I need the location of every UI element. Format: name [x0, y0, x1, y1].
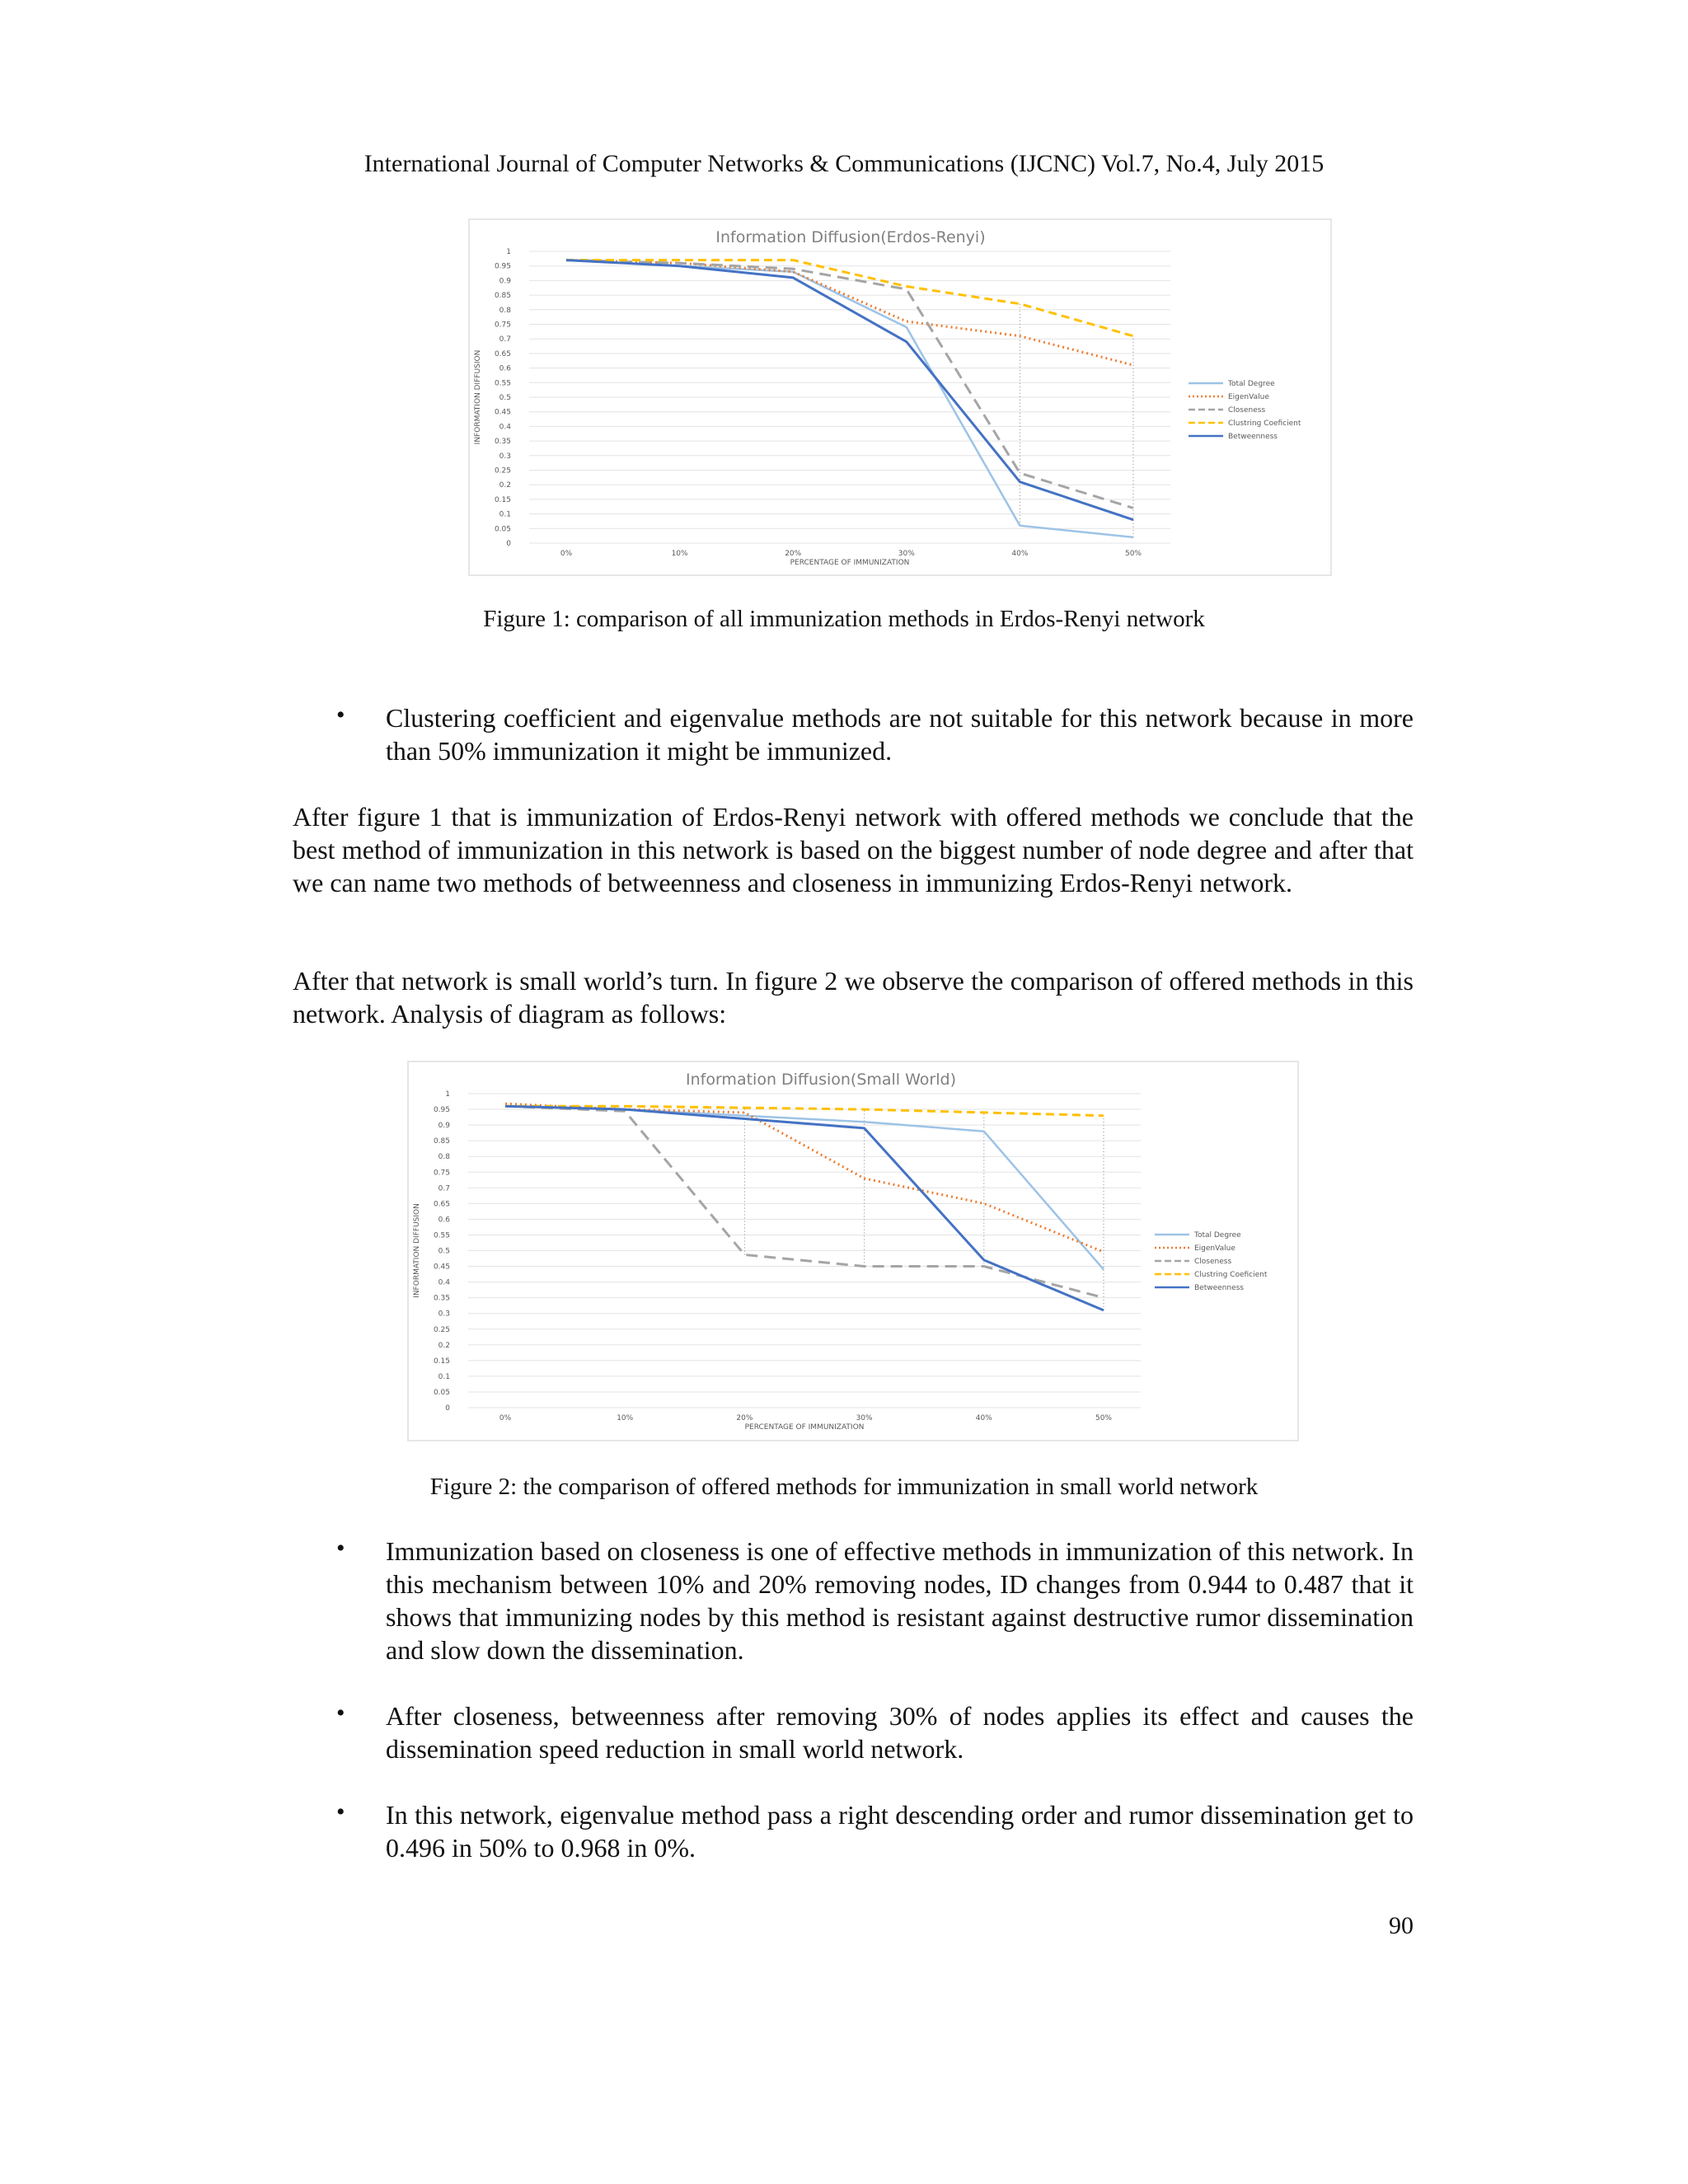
y-tick-label: 0.85	[433, 1137, 450, 1146]
x-tick-label: 30%	[898, 550, 915, 558]
y-tick-label: 0.6	[499, 364, 511, 373]
series-line-eigenvalue	[566, 260, 1133, 366]
y-tick-label: 0.55	[494, 379, 511, 388]
y-tick-label: 0.8	[438, 1153, 450, 1162]
legend-entry: Betweenness	[1228, 433, 1278, 441]
y-tick-label: 0.4	[499, 423, 511, 432]
page-number: 90	[1389, 1912, 1414, 1939]
y-tick-label: 0.75	[494, 321, 511, 330]
legend-entry: Clustring Coeficient	[1194, 1271, 1268, 1279]
y-tick-label: 0.7	[499, 335, 511, 344]
x-axis-label: PERCENTAGE OF IMMUNIZATION	[790, 559, 910, 567]
y-tick-label: 0.75	[433, 1169, 450, 1178]
x-tick-label: 50%	[1124, 550, 1142, 558]
y-tick-label: 0.1	[499, 510, 511, 519]
x-tick-label: 10%	[671, 550, 688, 558]
legend-entry: Closeness	[1194, 1258, 1232, 1266]
y-axis-label: INFORMATION DIFFUSION	[474, 349, 482, 445]
y-tick-label: 0.45	[494, 408, 511, 417]
series-line-total-degree	[566, 260, 1133, 537]
bullet-clustering-eigenvalue: Clustering coefficient and eigenvalue methods are not suitable for this network because in more than 50% immunization it might be immunized.	[386, 703, 1414, 766]
x-tick-label: 0%	[560, 550, 573, 558]
figure1-caption: Figure 1: comparison of all immunization methods in Erdos-Renyi network	[483, 606, 1205, 632]
x-tick-label: 10%	[617, 1414, 634, 1422]
bullet-marker: •	[336, 701, 345, 729]
bullet-marker: •	[336, 1699, 345, 1727]
y-tick-label: 0.55	[433, 1231, 450, 1240]
y-tick-label: 0.15	[494, 495, 511, 504]
legend-entry: Clustring Coeficient	[1228, 419, 1301, 428]
y-tick-label: 0.95	[494, 262, 511, 271]
legend-entry: Closeness	[1228, 406, 1266, 415]
y-axis-label: INFORMATION DIFFUSION	[413, 1203, 421, 1298]
y-tick-label: 0.2	[499, 481, 511, 490]
legend-entry: Total Degree	[1194, 1231, 1241, 1240]
y-tick-label: 0.6	[438, 1216, 450, 1225]
legend-entry: Betweenness	[1194, 1284, 1244, 1292]
figure2-caption: Figure 2: the comparison of offered methods for immunization in small world network	[429, 1474, 1259, 1500]
figure1-svg	[470, 220, 1330, 574]
y-tick-label: 0.3	[499, 452, 511, 461]
series-line-eigenvalue	[505, 1104, 1104, 1252]
chart-title: Information Diffusion(Erdos-Renyi)	[715, 228, 986, 246]
y-tick-label: 0.3	[438, 1310, 450, 1319]
paragraph-conclusion: After figure 1 that is immunization of Erdos-Renyi network with offered methods we conclude that the best method of immunization in this network is based on the biggest number of node degree and after that we can name two methods of betweenness and closeness in immunizing Erdos-Renyi network.	[293, 802, 1414, 898]
y-tick-label: 0.35	[433, 1294, 450, 1303]
figure1-chart	[468, 218, 1332, 576]
bullet-marker: •	[336, 1535, 345, 1562]
y-tick-label: 0.65	[433, 1200, 450, 1209]
bullet-eigenvalue: In this network, eigenvalue method pass a right descending order and rumor dissemination get to 0.496 in 50% to 0.968 in 0%.	[386, 1800, 1414, 1863]
x-axis-label: PERCENTAGE OF IMMUNIZATION	[744, 1423, 865, 1432]
bullet-betweenness: After closeness, betweenness after removing 30% of nodes applies its effect and causes the dissemination speed reduction in small world network.	[386, 1701, 1414, 1764]
series-line-closeness	[505, 1106, 1104, 1297]
y-tick-label: 0.4	[438, 1278, 450, 1287]
x-tick-label: 20%	[736, 1414, 753, 1422]
y-tick-label: 0.15	[433, 1357, 450, 1366]
y-tick-label: 0.05	[433, 1388, 450, 1397]
y-tick-label: 0.5	[499, 394, 511, 402]
bullet-marker: •	[336, 1798, 345, 1825]
legend-entry: EigenValue	[1194, 1244, 1236, 1253]
y-tick-label: 0.25	[494, 466, 511, 476]
x-tick-label: 40%	[1011, 550, 1029, 558]
journal-header: International Journal of Computer Networks & Communications (IJCNC) Vol.7, No.4, July 2015	[363, 150, 1325, 177]
y-tick-label: 0.5	[438, 1247, 450, 1256]
y-tick-label: 0.25	[433, 1325, 450, 1334]
y-tick-label: 0.85	[494, 292, 511, 301]
y-tick-label: 0.35	[494, 438, 511, 447]
y-tick-label: 0.05	[494, 525, 511, 534]
y-tick-label: 1	[506, 248, 511, 256]
series-line-betweenness	[505, 1106, 1104, 1310]
x-tick-label: 20%	[785, 550, 802, 558]
y-tick-label: 0.9	[438, 1122, 450, 1131]
y-tick-label: 0.1	[438, 1372, 450, 1381]
chart-title: Information Diffusion(Small World)	[686, 1071, 956, 1089]
y-tick-label: 0.9	[499, 277, 511, 286]
y-tick-label: 0.8	[499, 306, 511, 315]
y-tick-label: 0	[506, 540, 511, 548]
paragraph-small-world-intro: After that network is small world’s turn. In figure 2 we observe the comparison of offered methods in this network. Analysis of diagram as follows:	[293, 966, 1414, 1029]
bullet-closeness: Immunization based on closeness is one of effective methods in immunization of this network. In this mechanism between 10% and 20% removing nodes, ID changes from 0.944 to 0.487 that it shows that immunizing nodes by this method is resistant against destructive rumor dissemination and slow down the dissemination.	[386, 1536, 1414, 1665]
x-tick-label: 40%	[975, 1414, 992, 1422]
legend-entry: Total Degree	[1228, 380, 1275, 388]
x-tick-label: 50%	[1095, 1414, 1113, 1422]
y-tick-label: 0	[445, 1404, 450, 1413]
y-tick-label: 1	[445, 1090, 450, 1099]
y-tick-label: 0.2	[438, 1341, 450, 1350]
y-tick-label: 0.65	[494, 349, 511, 359]
x-tick-label: 0%	[499, 1414, 512, 1422]
series-line-closeness	[566, 260, 1133, 509]
figure2-chart	[407, 1061, 1299, 1441]
y-tick-label: 0.7	[438, 1184, 450, 1193]
y-tick-label: 0.95	[433, 1106, 450, 1115]
legend-entry: EigenValue	[1228, 393, 1269, 401]
y-tick-label: 0.45	[433, 1263, 450, 1272]
figure2-svg	[409, 1062, 1297, 1440]
x-tick-label: 30%	[856, 1414, 873, 1422]
